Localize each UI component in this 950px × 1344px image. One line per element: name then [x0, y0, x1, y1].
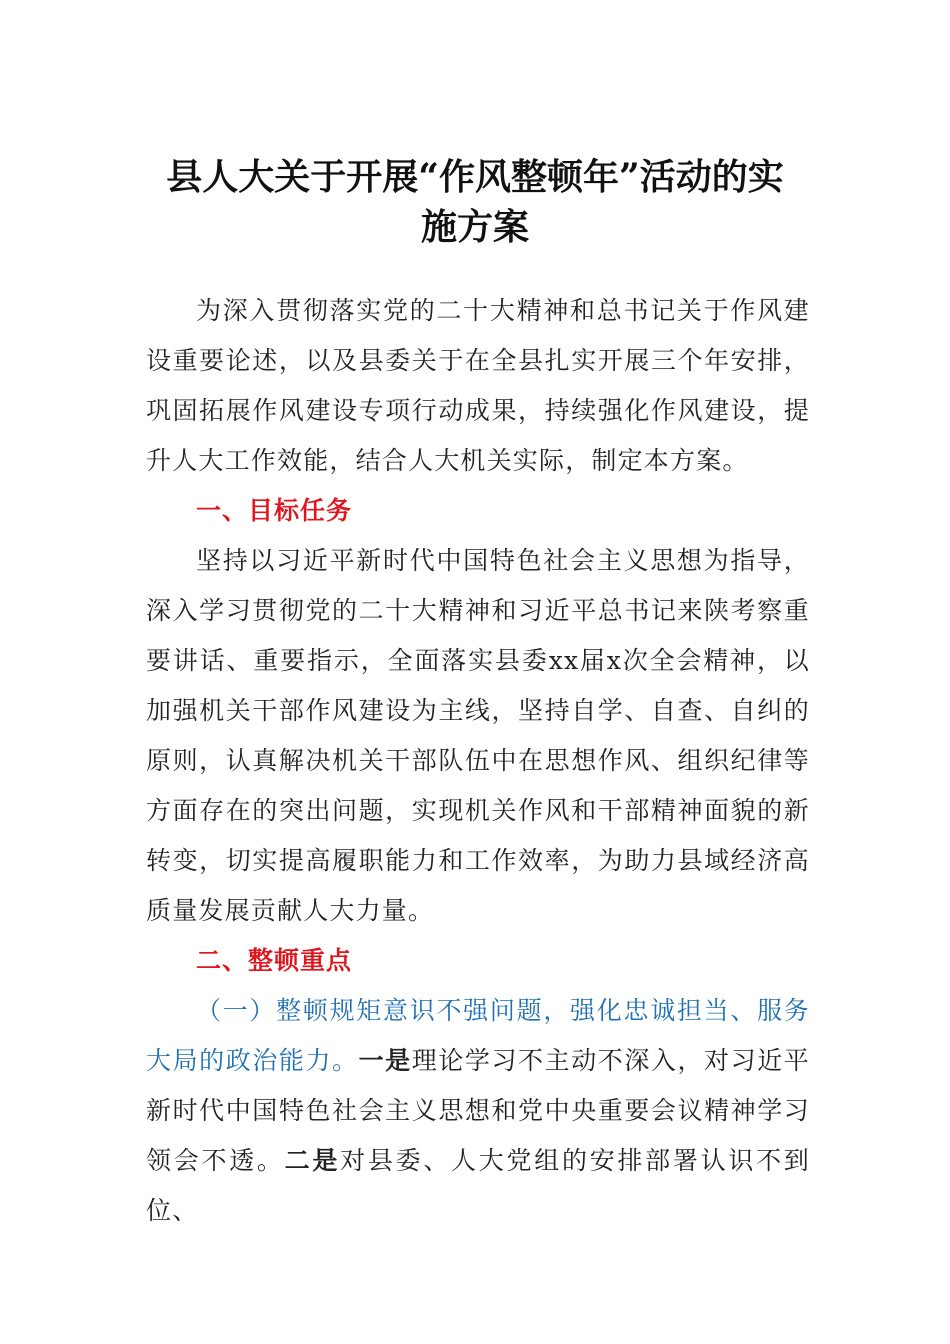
document-body	[146, 286, 810, 1236]
title-line-2: 施方案	[420, 206, 529, 248]
section-1-heading: 一、目标任务	[196, 496, 353, 525]
section-1-paragraph: 坚持以习近平新时代中国特色社会主义思想为指导，深入学习贯彻党的二十大精神和习近平总书记来陕考察重要讲话、重要指示，全面落实县委xx届x次全会精神，以加强机关干部作风建设为主线，坚持自学、自查、自纠的原则，认真解决机关干部队伍中在思想作风、组织纪律等方面存在的突出问题，实现机关作风和干部精神面貌的新转变，切实提高履职能力和工作效率，为助力县域经济高质量发展贡献人大力量。	[146, 546, 810, 925]
point-1-text: 理论学习不主动不深入，对习近平新时代中国特色社会主义思想和党中央重要会议精神学习领会不透。	[146, 1046, 810, 1175]
section-2-paragraph	[146, 986, 810, 1236]
point-2-text: 对县委、人大党组的安排部署认识不到位、	[146, 1146, 810, 1225]
title-line-1: 县人大关于开展“作风整顿年”活动的实	[166, 156, 784, 198]
section-2-heading: 二、整顿重点	[196, 946, 353, 975]
intro-paragraph: 为深入贯彻落实党的二十大精神和总书记关于作风建设重要论述，以及县委关于在全县扎实开展三个年安排，巩固拓展作风建设专项行动成果，持续强化作风建设，提升人大工作效能，结合人大机关实际，制定本方案。	[146, 296, 810, 475]
document-title	[120, 152, 830, 252]
point-2-lead: 二是	[284, 1146, 341, 1175]
subsection-1-heading: （一）整顿规矩意识不强问题，强化忠诚担当、服务大局的政治能力。	[146, 996, 810, 1075]
point-1-lead: 一是	[358, 1046, 412, 1075]
